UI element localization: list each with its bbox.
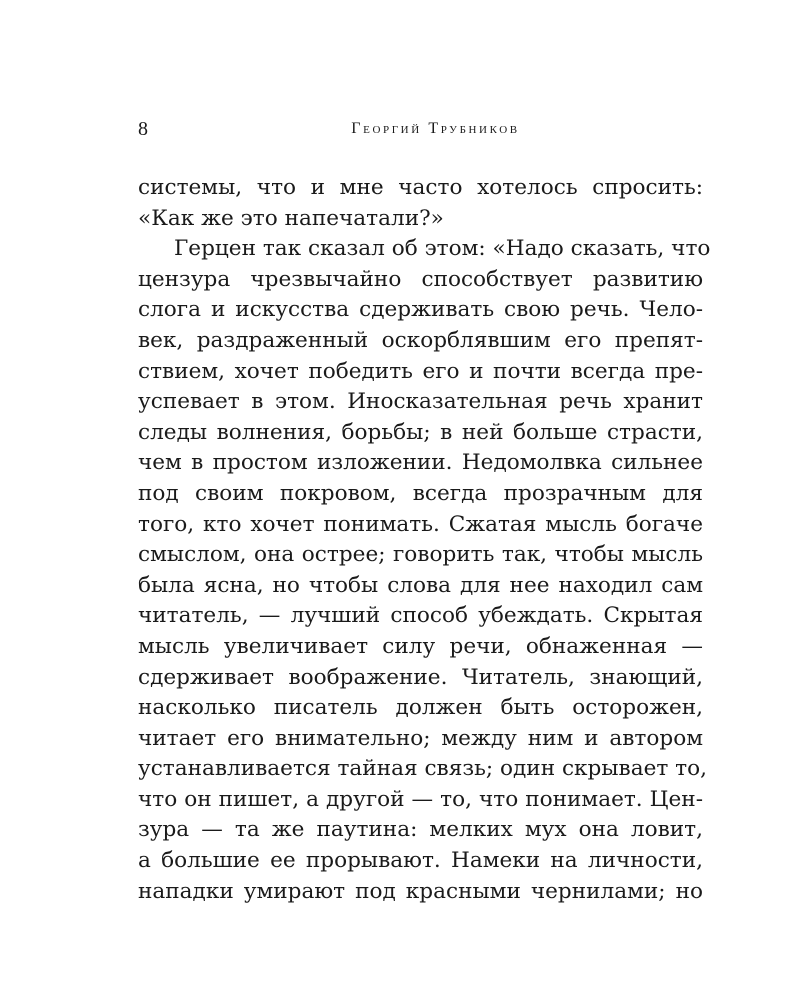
text-line: следы волнения, борьбы; в ней больше страсти,: [138, 419, 703, 445]
text-line: зура — та же паутина: мелких мух она ловит,: [138, 817, 703, 843]
text-line: чем в простом изложении. Недомолвка сильнее: [138, 450, 703, 476]
text-line: мысль увеличивает силу речи, обнаженная —: [138, 633, 703, 659]
text-line: того, кто хочет понимать. Сжатая мысль богаче: [138, 511, 703, 537]
text-line: а большие ее прорывают. Намеки на личности,: [138, 848, 703, 874]
text-line: век, раздраженный оскорблявшим его препят-: [138, 327, 703, 353]
text-line: успевает в этом. Иносказательная речь хранит: [138, 389, 703, 415]
text-line: нападки умирают под красными чернилами; но: [138, 878, 703, 904]
text-line: сдерживает воображение. Читатель, знающий,: [138, 664, 703, 690]
running-title: Георгий Трубников: [351, 120, 520, 137]
page-number: 8: [138, 118, 149, 140]
text-line: читатель, — лучший способ убеждать. Скрытая: [138, 603, 703, 629]
text-line: под своим покровом, всегда прозрачным для: [138, 480, 703, 506]
text-line: цензура чрезвычайно способствует развитию: [138, 266, 703, 292]
text-line: слога и искусства сдерживать свою речь. Чело-: [138, 297, 703, 323]
text-line: насколько писатель должен быть осторожен,: [138, 695, 703, 721]
text-line: ствием, хочет победить его и почти всегда пре-: [138, 358, 703, 384]
text-line: смыслом, она острее; говорить так, чтобы мысль: [138, 542, 703, 568]
paragraph-first-line: Герцен так сказал об этом: «Надо сказать, что: [174, 236, 711, 262]
text-line: что он пишет, а другой — то, что понимает. Цен-: [138, 786, 703, 812]
text-line: устанавливается тайная связь; один скрывает то,: [138, 756, 707, 782]
text-line: была ясна, но чтобы слова для нее находил сам: [138, 572, 703, 598]
text-line: читает его внимательно; между ним и автором: [138, 725, 703, 751]
text-line: системы, что и мне часто хотелось спросить:: [138, 175, 703, 200]
book-page: [138, 110, 711, 907]
text-line: «Как же это напечатали?»: [138, 205, 444, 231]
running-head: [138, 110, 703, 150]
body-text: [138, 173, 711, 907]
